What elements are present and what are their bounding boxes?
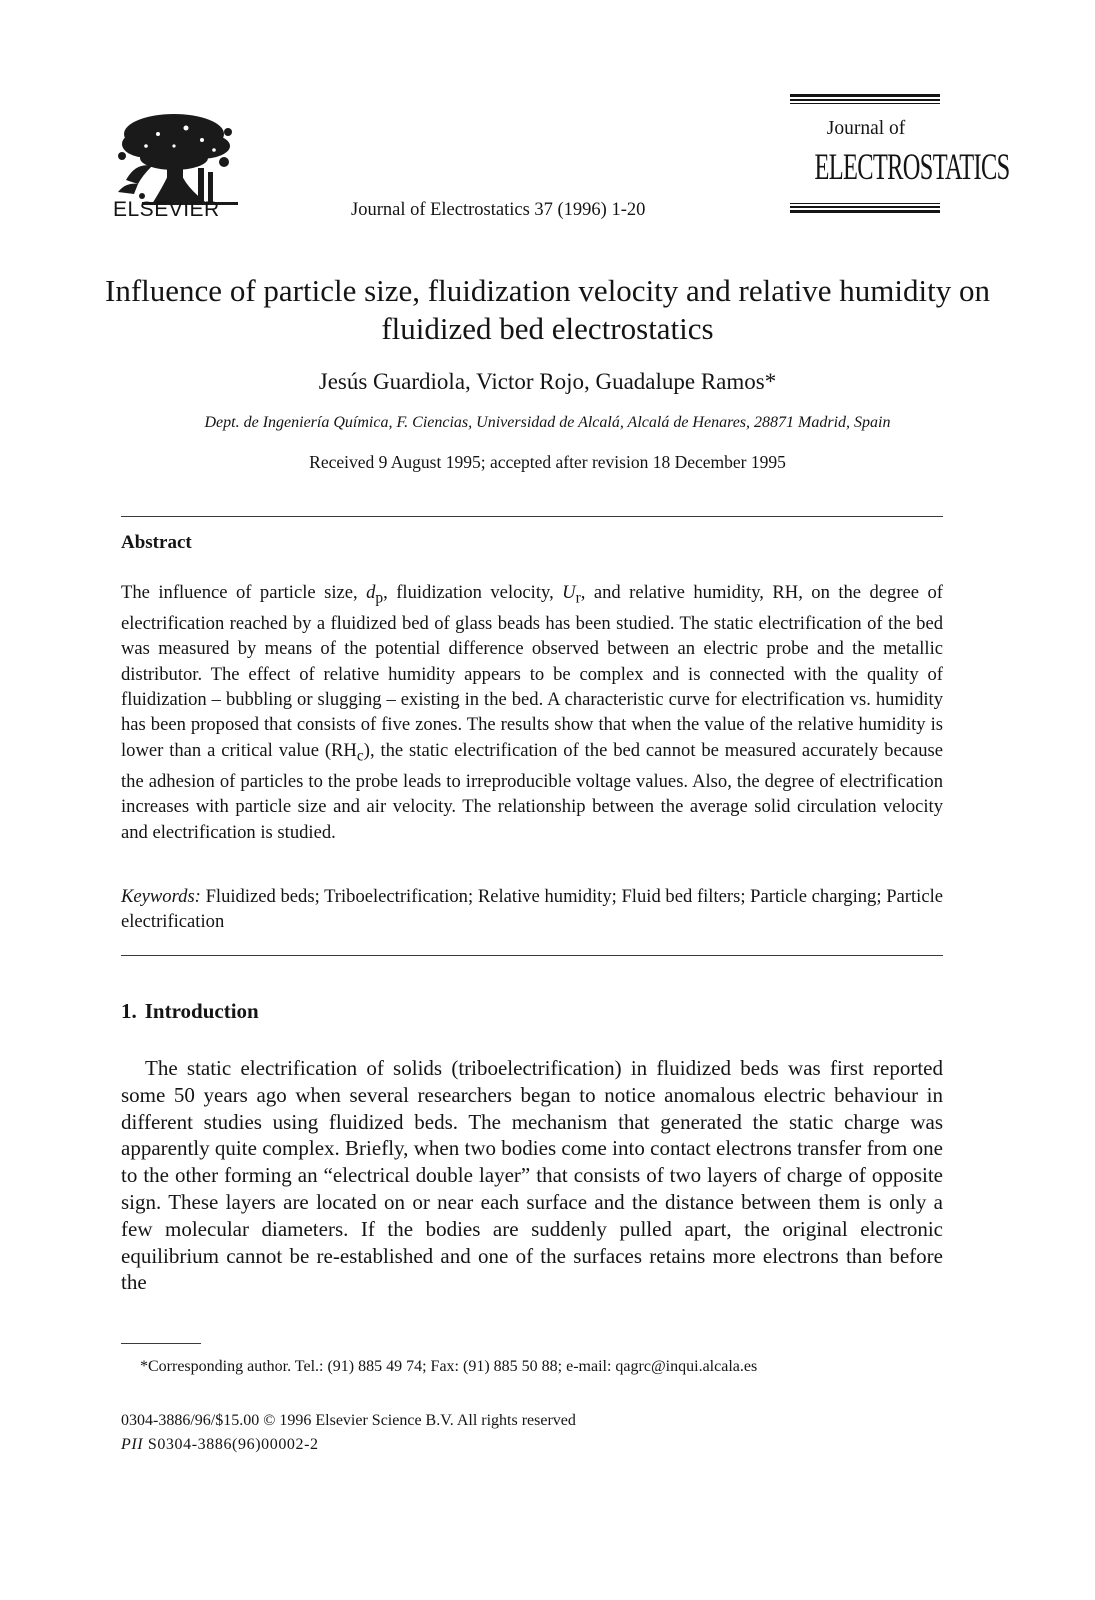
journal-masthead-rule-top	[790, 94, 940, 106]
section-number: 1.	[121, 999, 137, 1023]
footnote-rule	[121, 1343, 201, 1344]
velocity-symbol: U	[562, 582, 576, 603]
issn-copyright: 0304-3886/96/$15.00 © 1996 Elsevier Science B.V. All rights reserved	[121, 1412, 576, 1429]
article-authors: Jesús Guardiola, Victor Rojo, Guadalupe Ramos*	[318, 369, 777, 394]
pii-label: PII	[121, 1436, 144, 1453]
keywords-label: Keywords:	[121, 886, 201, 907]
abstract-text-2: , fluidization velocity,	[383, 582, 563, 603]
section-heading-introduction	[121, 999, 259, 1024]
particle-size-subscript: p	[375, 589, 384, 607]
received-dates: Received 9 August 1995; accepted after revision 18 December 1995	[309, 452, 786, 472]
keywords-list: Fluidized beds; Triboelectrification; Relative humidity; Fluid bed filters; Particle charging; Particle electrification	[121, 886, 943, 932]
abstract-text-1: The influence of particle size,	[121, 582, 367, 603]
abstract-body	[121, 580, 943, 845]
article-title: Influence of particle size, fluidization velocity and relative humidity on fluidized bed electrostatics	[105, 273, 990, 346]
section-title: Introduction	[144, 999, 259, 1023]
velocity-subscript: r	[575, 589, 581, 607]
abstract-text-4: ), the static electrification of the bed cannot be measured accurately because the adhesion of particles to the probe leads to irreproducible voltage values. Also, the degree of electrification increases with particle size and air velocity. The relationship between the average solid circulation velocity and electrification is studied.	[121, 739, 943, 843]
pii-value: S0304-3886(96)00002-2	[143, 1436, 319, 1453]
abstract-rule-top	[121, 516, 943, 517]
keywords	[121, 884, 943, 934]
journal-masthead-prefix: Journal of	[826, 118, 906, 139]
journal-masthead-rule-bottom	[790, 203, 940, 215]
corresponding-author-footnote: *Corresponding author. Tel.: (91) 885 49 74; Fax: (91) 885 50 88; e-mail: qagrc@inqui.alcala.es	[140, 1358, 758, 1375]
critical-humidity-subscript: c	[356, 747, 364, 765]
publisher-name: ELSEVIER	[113, 198, 220, 221]
introduction-paragraph: The static electrification of solids (triboelectrification) in fluidized beds was first reported some 50 years ago when several researchers began to notice anomalous electric behaviour in different studies using fluidized beds. The mechanism that generated the static charge was apparently quite complex. Briefly, when two bodies come into contact electrons transfer from one to the other forming an “electrical double layer” that consists of two layers of charge of opposite sign. These layers are located on or near each surface and the distance between them is only a few molecular diameters. If the bodies are suddenly pulled apart, the original electronic equilibrium cannot be re-established and one of the surfaces retains more electrons than before the	[121, 1056, 943, 1295]
journal-citation: Journal of Electrostatics 37 (1996) 1-20	[351, 200, 646, 220]
abstract-rule-bottom	[121, 955, 943, 956]
journal-masthead-name: ELECTROSTATICS	[814, 147, 1010, 188]
abstract-heading: Abstract	[121, 532, 192, 553]
pii-identifier	[121, 1436, 319, 1454]
author-affiliation: Dept. de Ingeniería Química, F. Ciencias, Universidad de Alcalá, Alcalá de Henares, 28871 Madrid, Spain	[204, 414, 891, 431]
abstract-text-3: , and relative humidity, RH, on the degree of electrification reached by a fluidized bed of glass beads has been studied. The static electrification of the bed was measured by means of the potential difference observed between an electric probe and the metallic distributor. The effect of relative humidity appears to be complex and is connected with the quality of fluidization – bubbling or slugging – existing in the bed. A characteristic curve for electrification vs. humidity has been proposed that consists of five zones. The results show that when the value of the relative humidity is lower than a critical value (RH	[121, 582, 943, 761]
particle-size-symbol: d	[366, 582, 376, 603]
